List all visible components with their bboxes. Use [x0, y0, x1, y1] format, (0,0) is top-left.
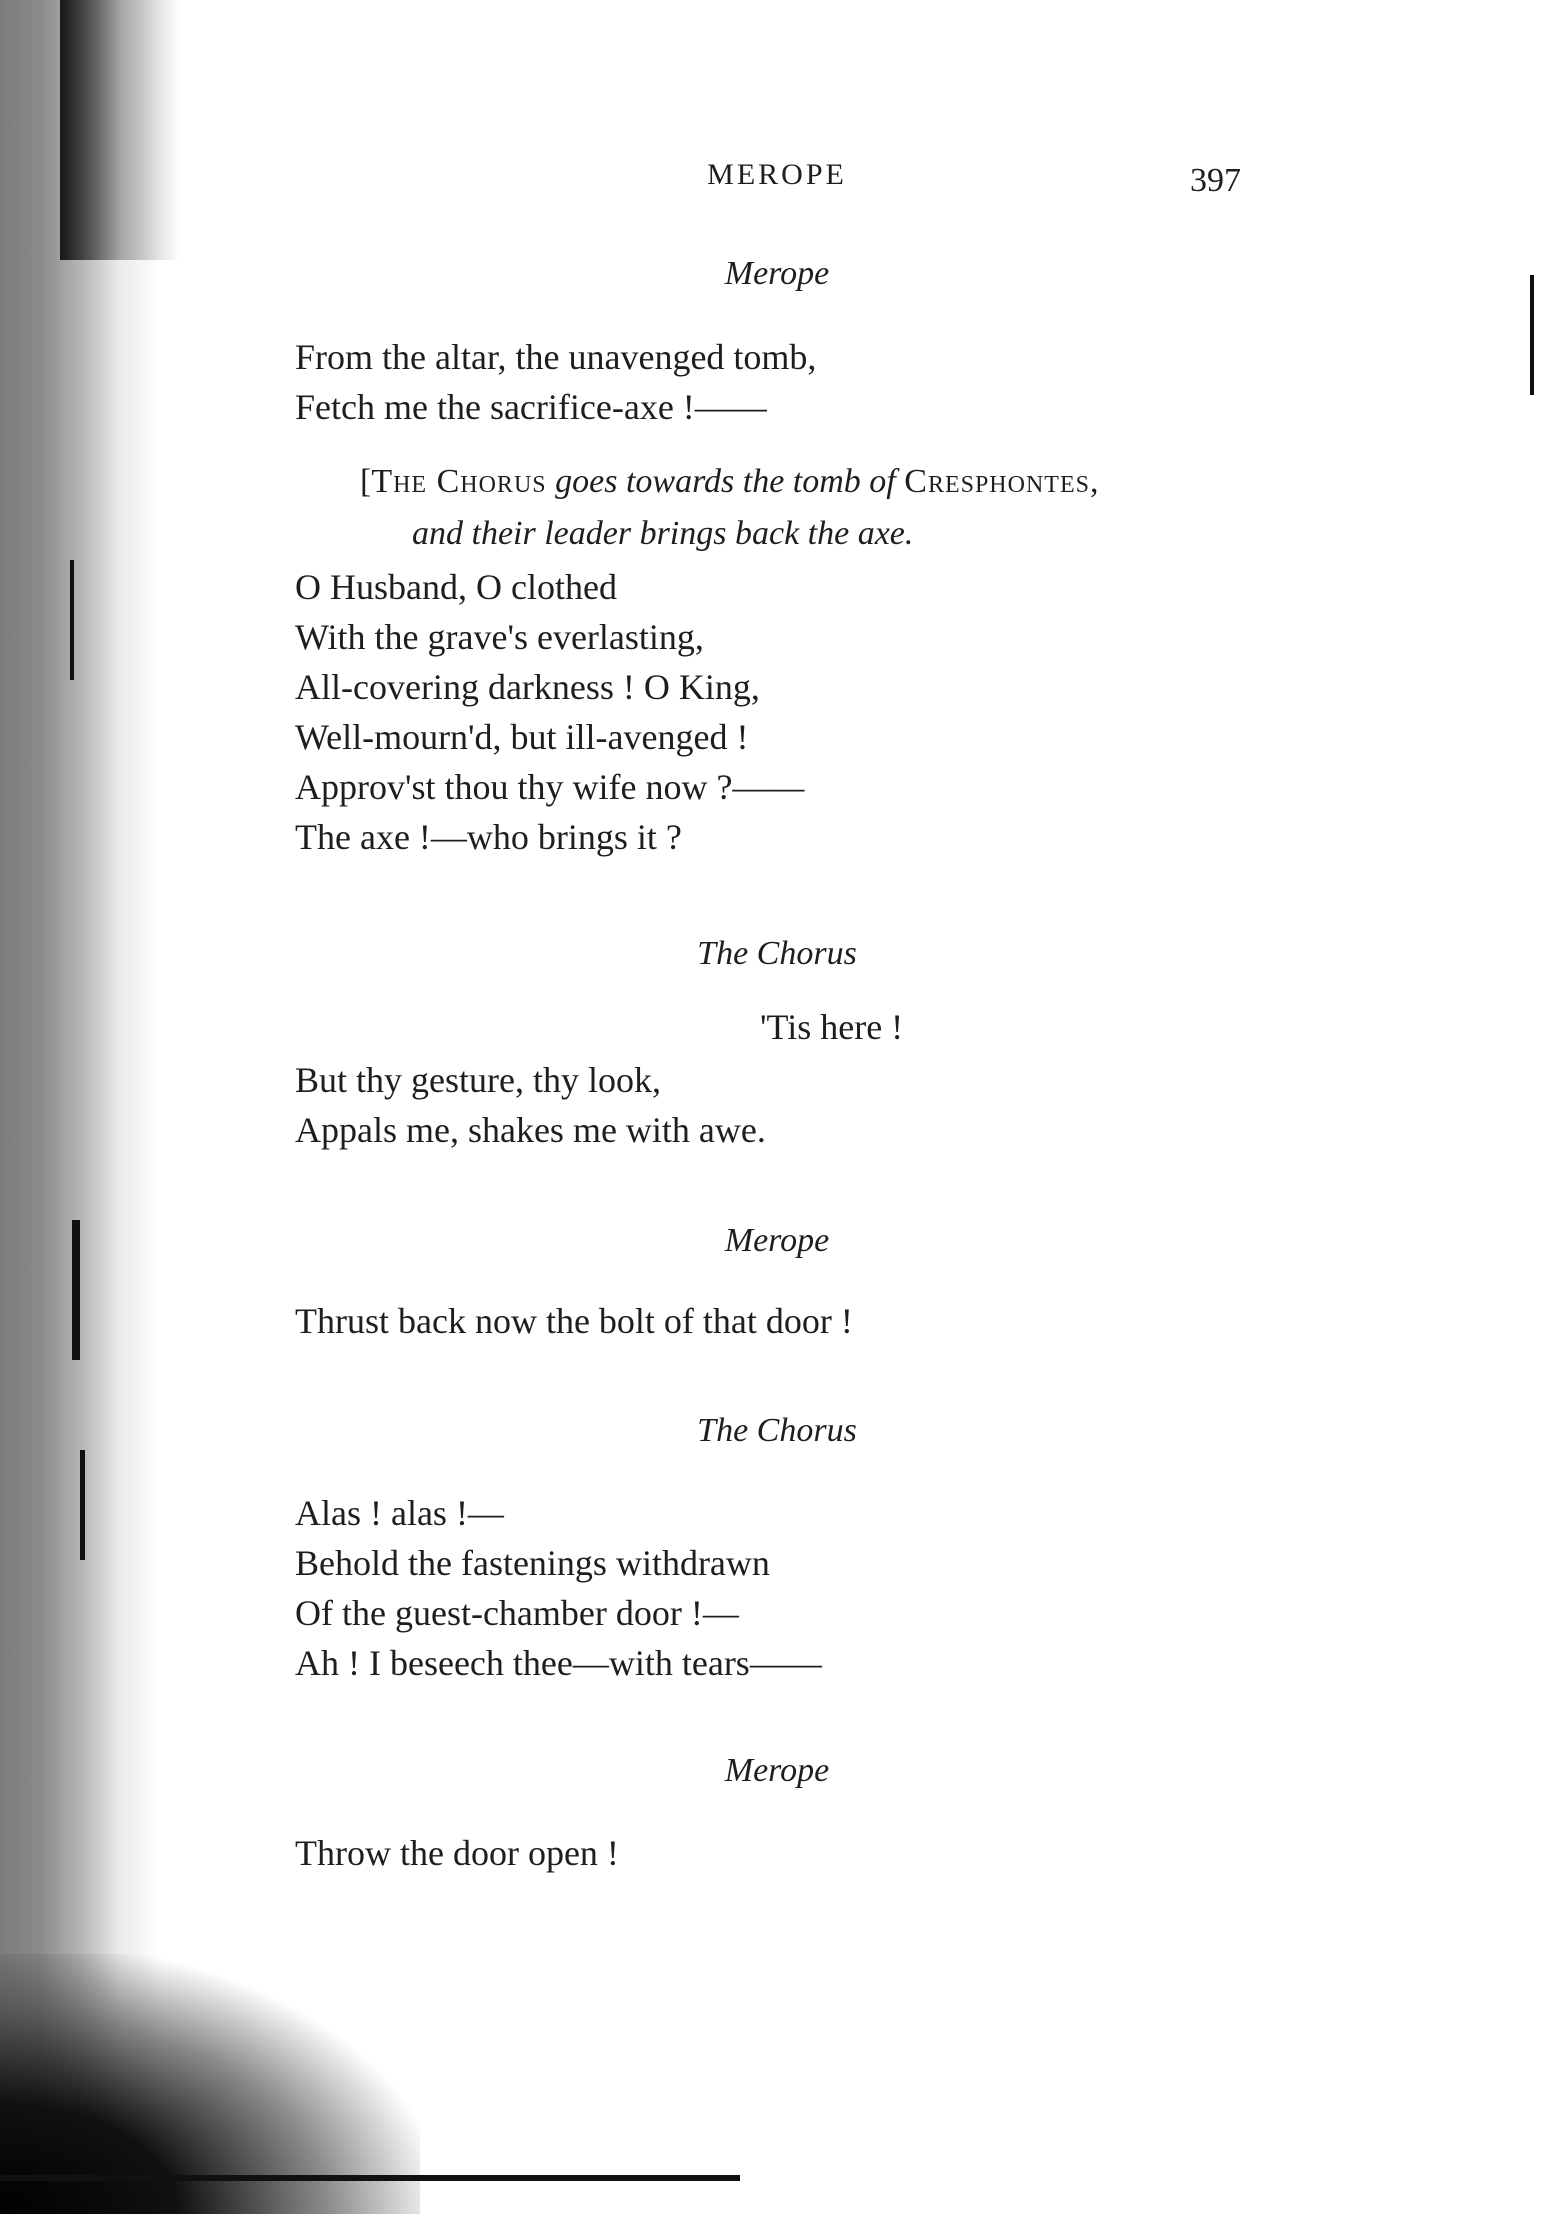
speaker-label: Merope [724, 255, 830, 292]
verse-line: Fetch me the sacrifice-axe !—— [295, 387, 767, 427]
stage-direction [360, 456, 1099, 560]
stage-direction-line: and their leader brings back the axe. [412, 515, 914, 552]
scan-spine-shadow [0, 0, 160, 2214]
scan-bottom-edge [0, 2175, 740, 2181]
verse-block [295, 1055, 766, 1155]
verse-block [295, 1488, 822, 1688]
verse-line: The axe !—who brings it ? [295, 817, 682, 857]
verse-line: Approv'st thou thy wife now ?—— [295, 767, 805, 807]
stage-chorus: The Chorus [371, 463, 547, 500]
running-title: MEROPE [707, 158, 847, 191]
stage-cresphontes: Cresphontes, [904, 463, 1100, 500]
verse-line: O Husband, O clothed [295, 567, 617, 607]
speaker-label: The Chorus [697, 1412, 857, 1449]
stage-direction-line [360, 456, 1099, 508]
scan-mark [80, 1450, 85, 1560]
verse-line: Alas ! alas !— [295, 1493, 504, 1533]
verse-line: From the altar, the unavenged tomb, [295, 337, 817, 377]
stage-text: goes towards the tomb of [546, 463, 905, 500]
verse-line: All-covering darkness ! O King, [295, 667, 760, 707]
scan-mark [1530, 275, 1534, 395]
verse-line: With the grave's everlasting, [295, 617, 704, 657]
verse-line: Thrust back now the bolt of that door ! [295, 1301, 853, 1341]
verse-block [295, 332, 816, 432]
bracket: [ [360, 463, 372, 500]
verse-block [295, 562, 804, 862]
speaker-label: Merope [724, 1752, 830, 1789]
scan-mark [70, 560, 74, 680]
scan-spine-top [60, 0, 180, 260]
verse-line: Behold the fastenings withdrawn [295, 1543, 770, 1583]
verse-line: Throw the door open ! [295, 1833, 619, 1873]
verse-line-indented: 'Tis here ! [760, 1007, 904, 1047]
verse-line: But thy gesture, thy look, [295, 1060, 661, 1100]
verse-line: Of the guest-chamber door !— [295, 1593, 739, 1633]
speaker-label: Merope [724, 1222, 830, 1259]
speaker-label: The Chorus [697, 935, 857, 972]
verse-line: Well-mourn'd, but ill-avenged ! [295, 717, 749, 757]
verse-line: Ah ! I beseech thee—with tears—— [295, 1643, 822, 1683]
verse-line: Appals me, shakes me with awe. [295, 1110, 766, 1150]
verse-block [295, 1296, 853, 1346]
page-number: 397 [1190, 162, 1241, 199]
verse-block [295, 1828, 619, 1878]
